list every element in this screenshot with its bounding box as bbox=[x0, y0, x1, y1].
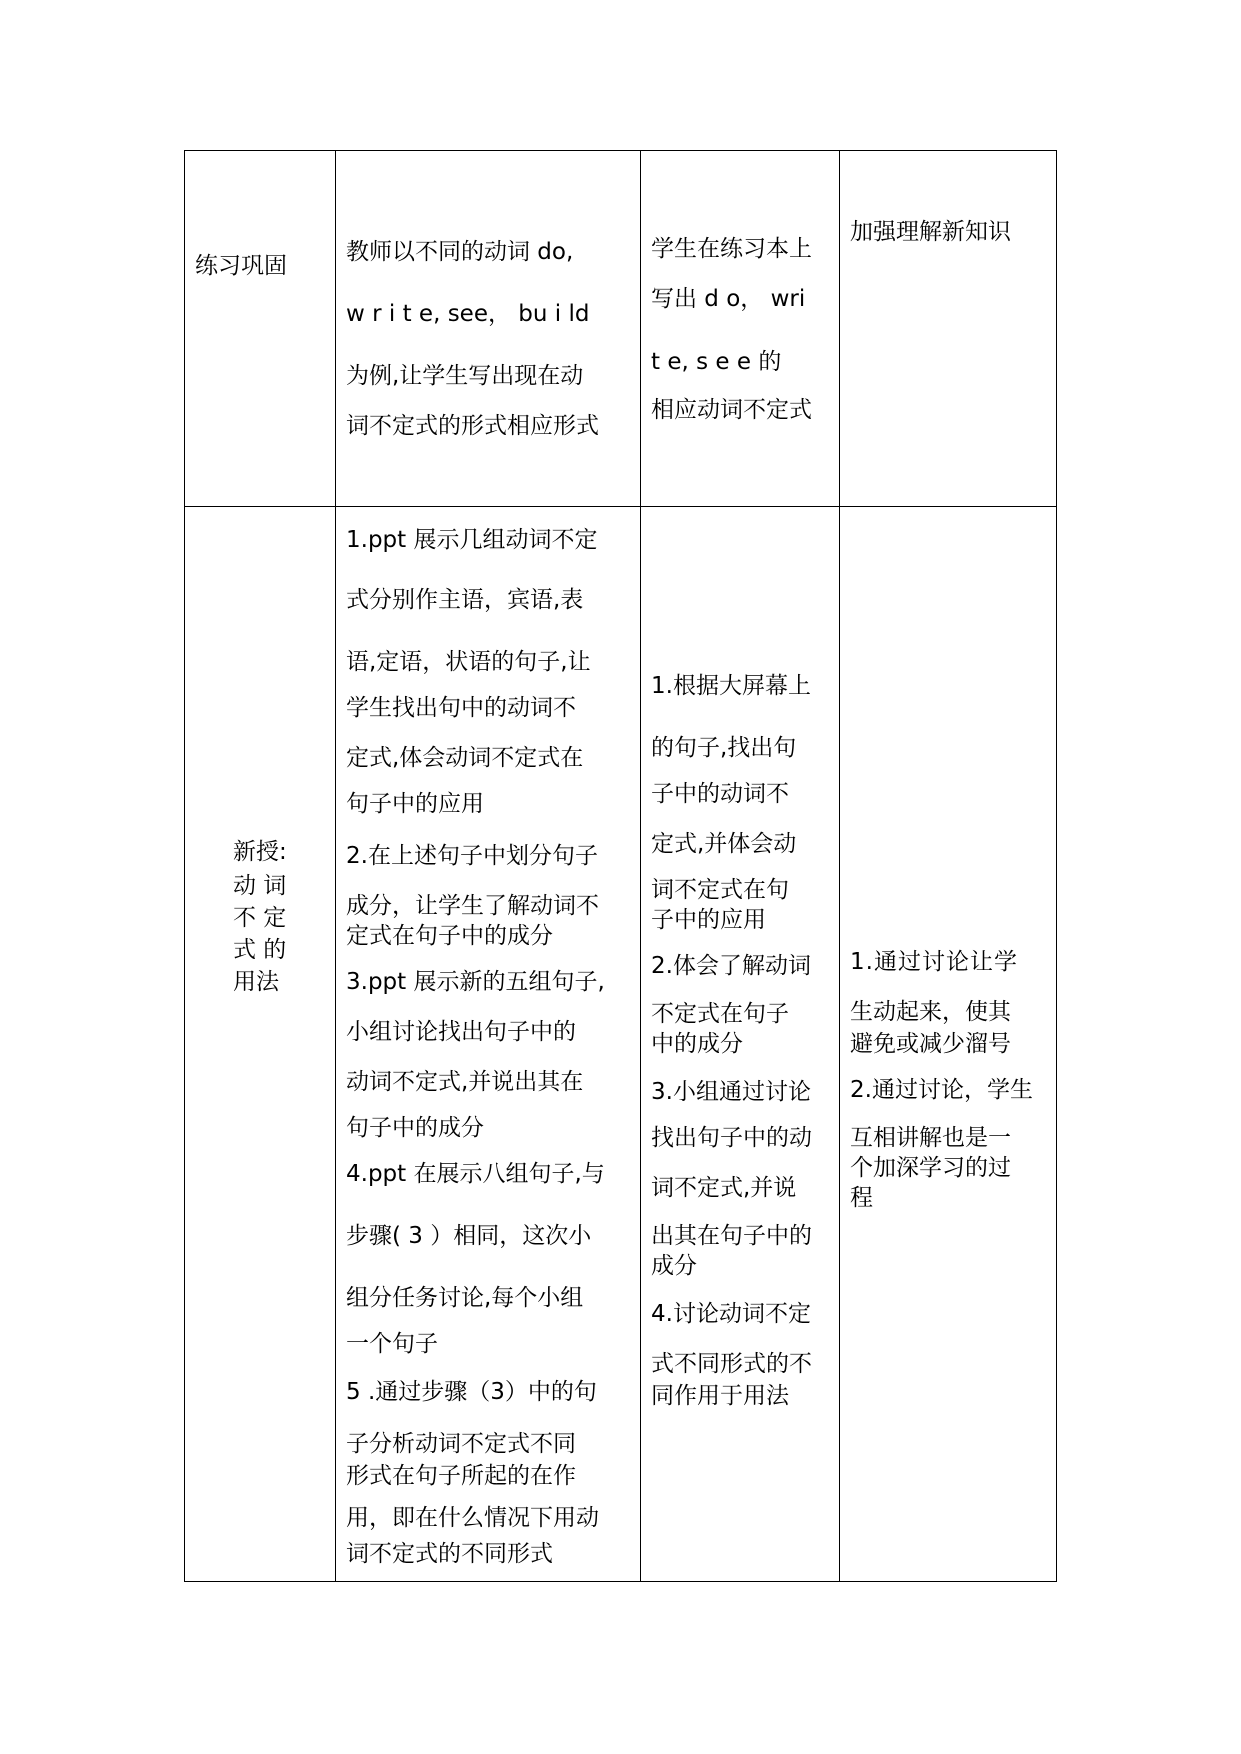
teacher-line: 小组讨论找出句子中的 bbox=[346, 1019, 576, 1046]
teacher-line: 句子中的成分 bbox=[346, 1115, 484, 1142]
table-row-practice bbox=[185, 151, 1057, 507]
teacher-line: 2.在上述句子中划分句子 bbox=[346, 843, 598, 870]
student-line: 同作用于用法 bbox=[651, 1383, 789, 1410]
teacher-line: 定式在句子中的成分 bbox=[346, 923, 553, 950]
student-line: 学生在练习本上 bbox=[651, 236, 812, 262]
lesson-plan-table bbox=[184, 150, 1057, 1582]
stage-line: 新授: bbox=[233, 839, 287, 866]
purpose-line: 1.通过讨论让学 bbox=[850, 949, 1018, 976]
student-line: 子中的动词不 bbox=[651, 781, 789, 808]
student-line: 式不同形式的不 bbox=[651, 1351, 812, 1378]
student-line: 子中的应用 bbox=[651, 907, 766, 934]
teacher-line: 子分析动词不定式不同 bbox=[346, 1431, 576, 1458]
student-line: 出其在句子中的 bbox=[651, 1223, 812, 1250]
cell-purpose-new-lesson bbox=[840, 507, 1057, 1582]
cell-teacher-new-lesson bbox=[336, 507, 641, 1582]
teacher-line: 步骤( 3 ）相同，这次小 bbox=[346, 1223, 592, 1250]
cell-purpose-practice bbox=[840, 151, 1057, 507]
cell-stage-new-lesson bbox=[185, 507, 336, 1582]
teacher-line: 3.ppt 展示新的五组句子, bbox=[346, 969, 605, 996]
student-line: 相应动词不定式 bbox=[651, 397, 812, 423]
student-line: 不定式在句子 bbox=[651, 1001, 789, 1028]
stage-line: 动 词 bbox=[233, 873, 287, 900]
teacher-line: 1.ppt 展示几组动词不定 bbox=[346, 527, 598, 554]
teacher-line: 词不定式的不同形式 bbox=[346, 1541, 553, 1568]
teacher-line: 式分别作主语，宾语,表 bbox=[346, 587, 584, 614]
cell-student-new-lesson bbox=[641, 507, 840, 1582]
student-line: 3.小组通过讨论 bbox=[651, 1079, 811, 1106]
cell-teacher-practice bbox=[336, 151, 641, 507]
cell-student-practice bbox=[641, 151, 840, 507]
student-line: 的句子,找出句 bbox=[651, 735, 797, 762]
teacher-line: 句子中的应用 bbox=[346, 791, 484, 818]
stage-label: 练习巩固 bbox=[195, 253, 287, 279]
purpose-line: 避免或减少溜号 bbox=[850, 1031, 1011, 1058]
student-line: 词不定式,并说 bbox=[651, 1175, 797, 1202]
student-line: 写出 d o， wri bbox=[651, 286, 806, 312]
purpose-line: 互相讲解也是一 bbox=[850, 1125, 1011, 1152]
student-line: 词不定式在句 bbox=[651, 877, 789, 904]
student-line: 2.体会了解动词 bbox=[651, 953, 811, 980]
teacher-line: 定式,体会动词不定式在 bbox=[346, 745, 584, 772]
teacher-line: 组分任务讨论,每个小组 bbox=[346, 1285, 584, 1312]
purpose-line: 个加深学习的过 bbox=[850, 1155, 1011, 1182]
teacher-line: 动词不定式,并说出其在 bbox=[346, 1069, 584, 1096]
stage-line: 式 的 bbox=[233, 937, 287, 964]
purpose-line: 程 bbox=[850, 1185, 873, 1212]
student-line: 成分 bbox=[651, 1253, 697, 1280]
student-line: 中的成分 bbox=[651, 1031, 743, 1058]
teacher-line: 词不定式的形式相应形式 bbox=[346, 413, 599, 439]
teacher-line: 一个句子 bbox=[346, 1331, 438, 1358]
teacher-line: 4.ppt 在展示八组句子,与 bbox=[346, 1161, 605, 1188]
teacher-line: 5 .通过步骤（3）中的句 bbox=[346, 1379, 597, 1406]
teacher-line: 用，即在什么情况下用动 bbox=[346, 1505, 599, 1532]
teacher-line: 形式在句子所起的在作 bbox=[346, 1463, 576, 1490]
teacher-line: 语,定语，状语的句子,让 bbox=[346, 649, 591, 676]
cell-stage-practice bbox=[185, 151, 336, 507]
teacher-line: 为例,让学生写出现在动 bbox=[346, 363, 584, 389]
purpose-line: 2.通过讨论，学生 bbox=[850, 1077, 1033, 1104]
teacher-line: 成分，让学生了解动词不 bbox=[346, 893, 599, 920]
stage-line: 不 定 bbox=[233, 905, 287, 932]
student-line: 找出句子中的动 bbox=[651, 1125, 812, 1152]
student-line: 1.根据大屏幕上 bbox=[651, 673, 811, 700]
purpose-line: 生动起来，使其 bbox=[850, 999, 1011, 1026]
student-line: 定式,并体会动 bbox=[651, 831, 797, 858]
teacher-line: w r i t e, see， bu i ld bbox=[346, 301, 590, 327]
student-line: 4.讨论动词不定 bbox=[651, 1301, 811, 1328]
student-line: t e, s e e 的 bbox=[651, 349, 782, 375]
teacher-line: 教师以不同的动词 do, bbox=[346, 239, 574, 265]
purpose-line: 加强理解新知识 bbox=[850, 219, 1011, 245]
table-row-new-lesson bbox=[185, 507, 1057, 1582]
stage-line: 用法 bbox=[233, 969, 279, 996]
teacher-line: 学生找出句中的动词不 bbox=[346, 695, 576, 722]
